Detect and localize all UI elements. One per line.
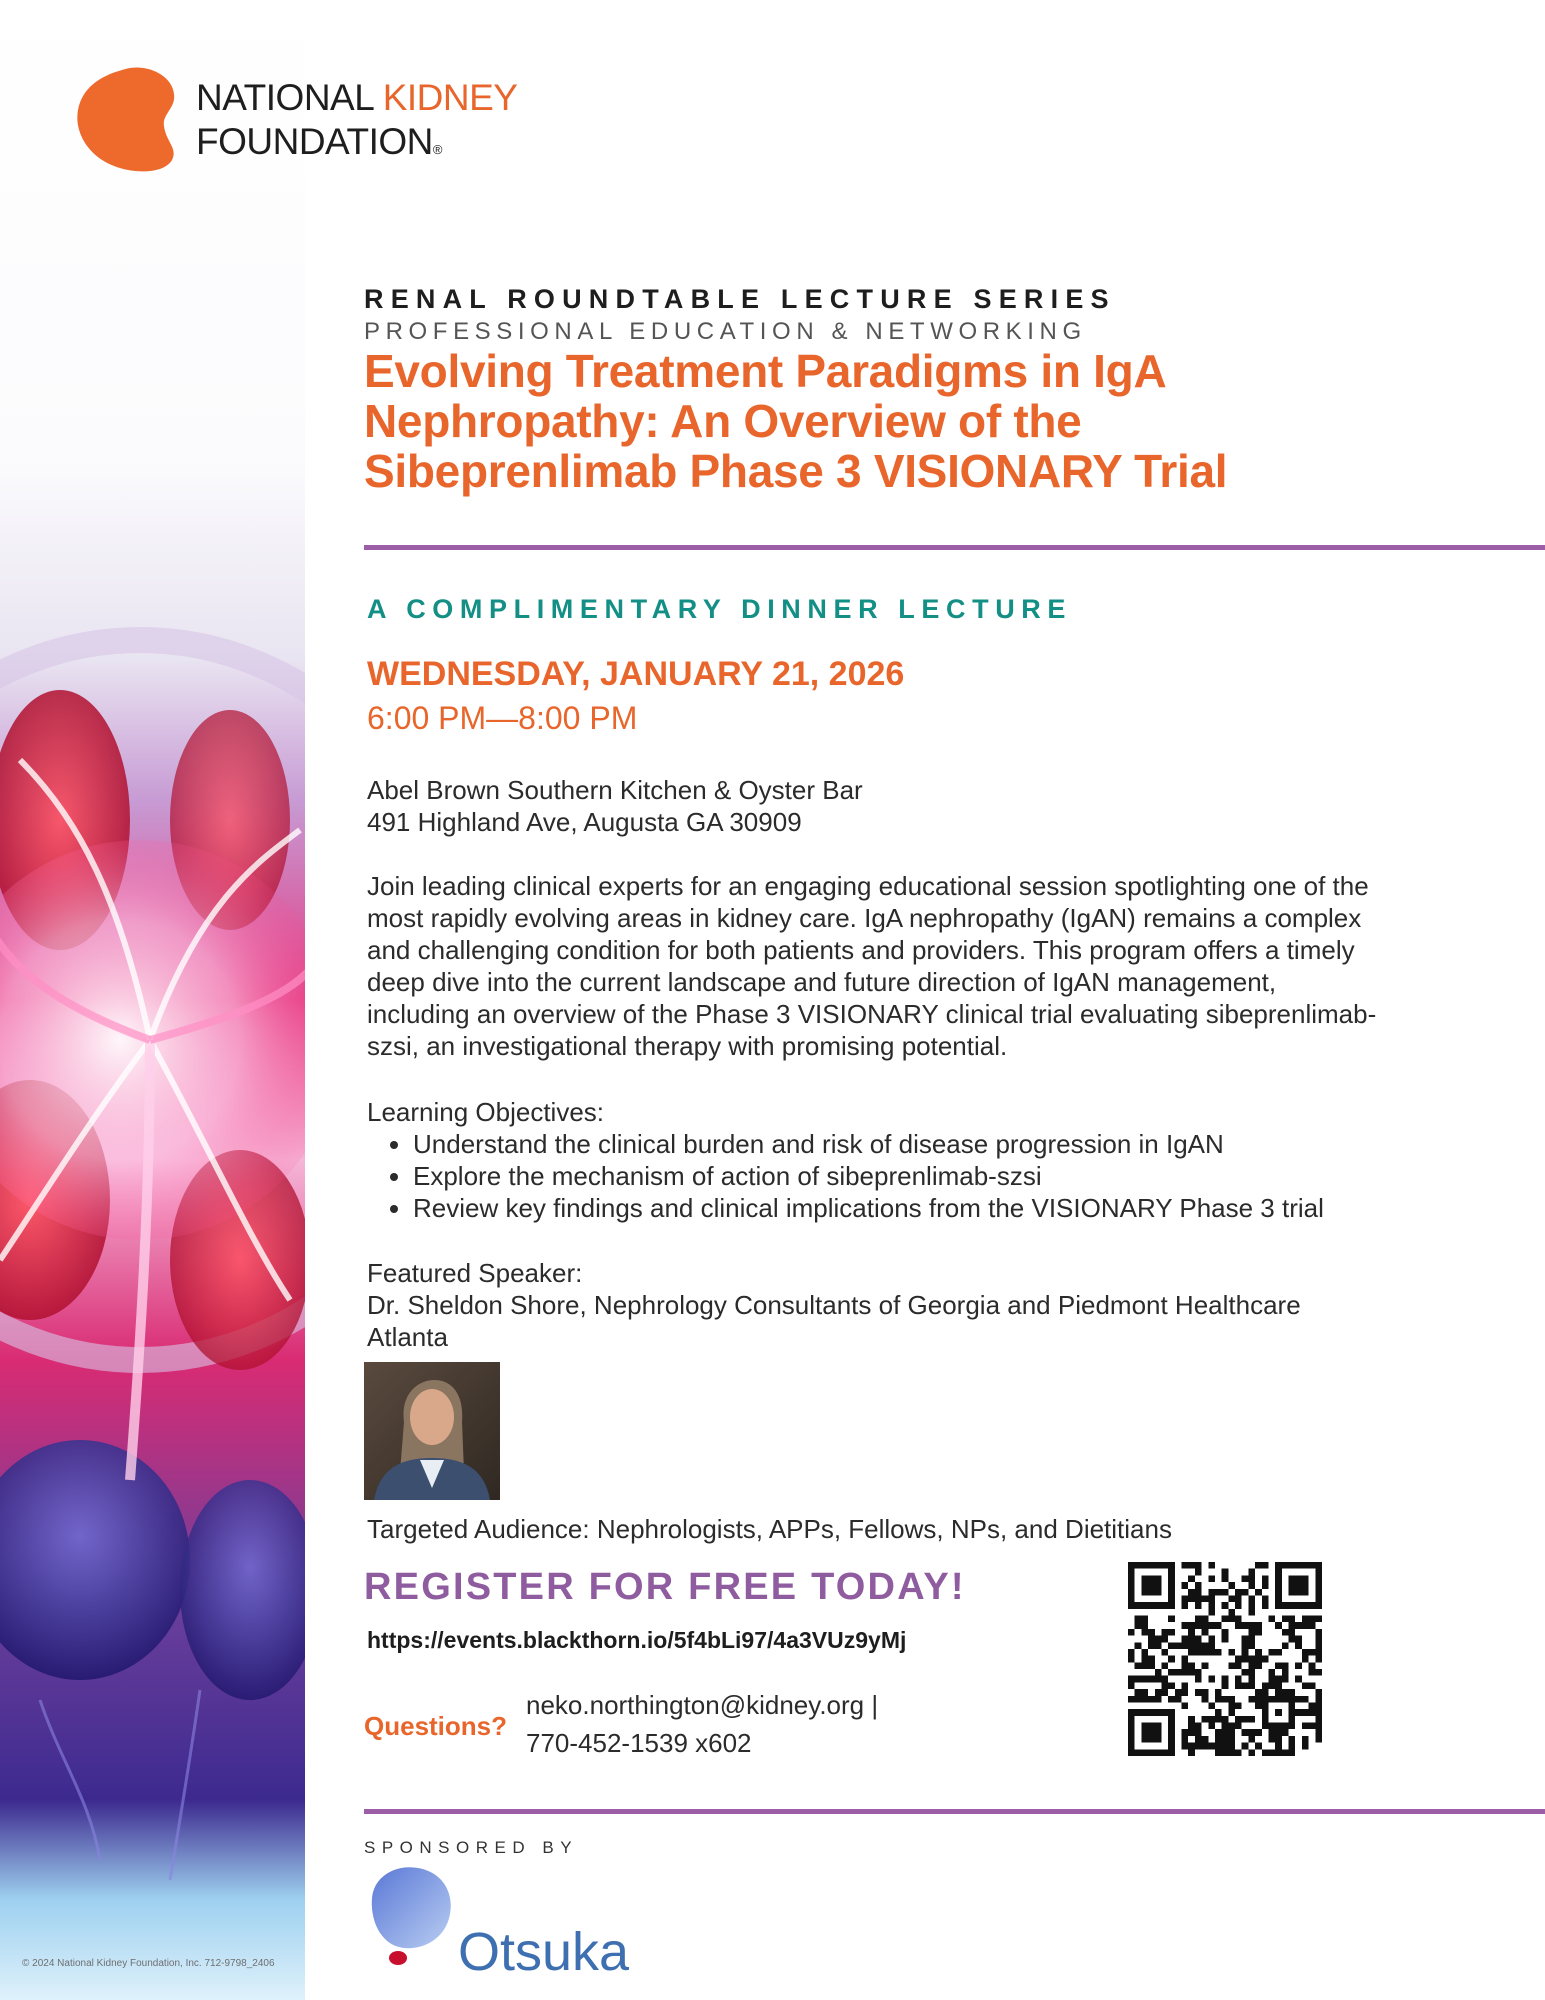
series-title: RENAL ROUNDTABLE LECTURE SERIES (364, 284, 1116, 314)
contact-phone[interactable]: 770-452-1539 x602 (526, 1728, 752, 1758)
contact-email[interactable]: neko.northington@kidney.org | (526, 1690, 879, 1720)
registration-link[interactable]: https://events.blackthorn.io/5f4bLi97/4a3VUz9yMj (367, 1627, 907, 1653)
logo-line-1 (196, 76, 517, 120)
nkf-logo-mark (74, 62, 186, 174)
otsuka-wordmark: Otsuka (458, 1922, 630, 1982)
objective-item: • Review key findings and clinical implications from the VISIONARY Phase 3 trial (413, 1192, 1517, 1224)
lecture-title-line: Nephropathy: An Overview of the (364, 395, 1082, 447)
questions-label: Questions? (364, 1711, 508, 1741)
divider-top (364, 545, 1545, 550)
kidney-artwork (0, 0, 305, 2000)
objective-item: • Explore the mechanism of action of sibeprenlimab-szsi (413, 1160, 1517, 1192)
description-line: most rapidly evolving areas in kidney care. IgA nephropathy (IgAN) remains a complex (367, 903, 1362, 933)
description-line: szsi, an investigational therapy with promising potential. (367, 1031, 1008, 1061)
targeted-audience: Targeted Audience: Nephrologists, APPs, Fellows, NPs, and Dietitians (367, 1514, 1172, 1544)
dinner-lecture-label: A COMPLIMENTARY DINNER LECTURE (367, 594, 1073, 624)
objectives-list (367, 1128, 1517, 1224)
logo-word-foundation: FOUNDATION (196, 121, 433, 162)
learning-objectives (367, 1096, 1517, 1224)
lecture-title-line: Sibeprenlimab Phase 3 VISIONARY Trial (364, 445, 1228, 497)
contact-info (526, 1686, 878, 1762)
lecture-title (364, 346, 1484, 496)
divider-bottom (364, 1809, 1545, 1814)
series-subtitle: PROFESSIONAL EDUCATION & NETWORKING (364, 318, 1087, 345)
objective-item: • Understand the clinical burden and risk of disease progression in IgAN (413, 1128, 1517, 1160)
sponsored-by-label: SPONSORED BY (364, 1838, 579, 1857)
description-line: including an overview of the Phase 3 VISIONARY clinical trial evaluating sibeprenlimab- (367, 999, 1377, 1029)
registration-qr-code[interactable] (1128, 1562, 1322, 1756)
nkf-logo-text (196, 76, 517, 172)
copyright-notice: © 2024 National Kidney Foundation, Inc. 712-9798_2406 (22, 1958, 275, 1969)
speaker-affiliation-cont: Atlanta (367, 1322, 448, 1352)
lecture-title-line: Evolving Treatment Paradigms in IgA (364, 345, 1167, 397)
logo-line-2 (196, 120, 517, 172)
description-line: and challenging condition for both patients and providers. This program offers a timely (367, 935, 1355, 965)
description (367, 870, 1517, 1062)
description-line: deep dive into the current landscape and future direction of IgAN management, (367, 967, 1277, 997)
venue-address: 491 Highland Ave, Augusta GA 30909 (367, 807, 802, 837)
register-cta[interactable]: REGISTER FOR FREE TODAY! (364, 1566, 966, 1608)
speaker-photo (364, 1362, 500, 1500)
speaker-heading: Featured Speaker: (367, 1258, 583, 1288)
event-time: 6:00 PM—8:00 PM (367, 700, 638, 736)
venue (367, 774, 1517, 838)
event-date: WEDNESDAY, JANUARY 21, 2026 (367, 655, 905, 693)
venue-name: Abel Brown Southern Kitchen & Oyster Bar (367, 775, 863, 805)
objectives-heading: Learning Objectives: (367, 1097, 605, 1127)
logo-word-kidney: KIDNEY (382, 77, 518, 118)
description-line: Join leading clinical experts for an engaging educational session spotlighting one of the (367, 871, 1369, 901)
speaker-name-affiliation: Dr. Sheldon Shore, Nephrology Consultants of Georgia and Piedmont Healthcare (367, 1290, 1301, 1320)
otsuka-logo (362, 1858, 682, 1988)
registered-mark: ® (432, 142, 442, 157)
featured-speaker (367, 1257, 1517, 1353)
logo-word-national: NATIONAL (196, 77, 383, 118)
